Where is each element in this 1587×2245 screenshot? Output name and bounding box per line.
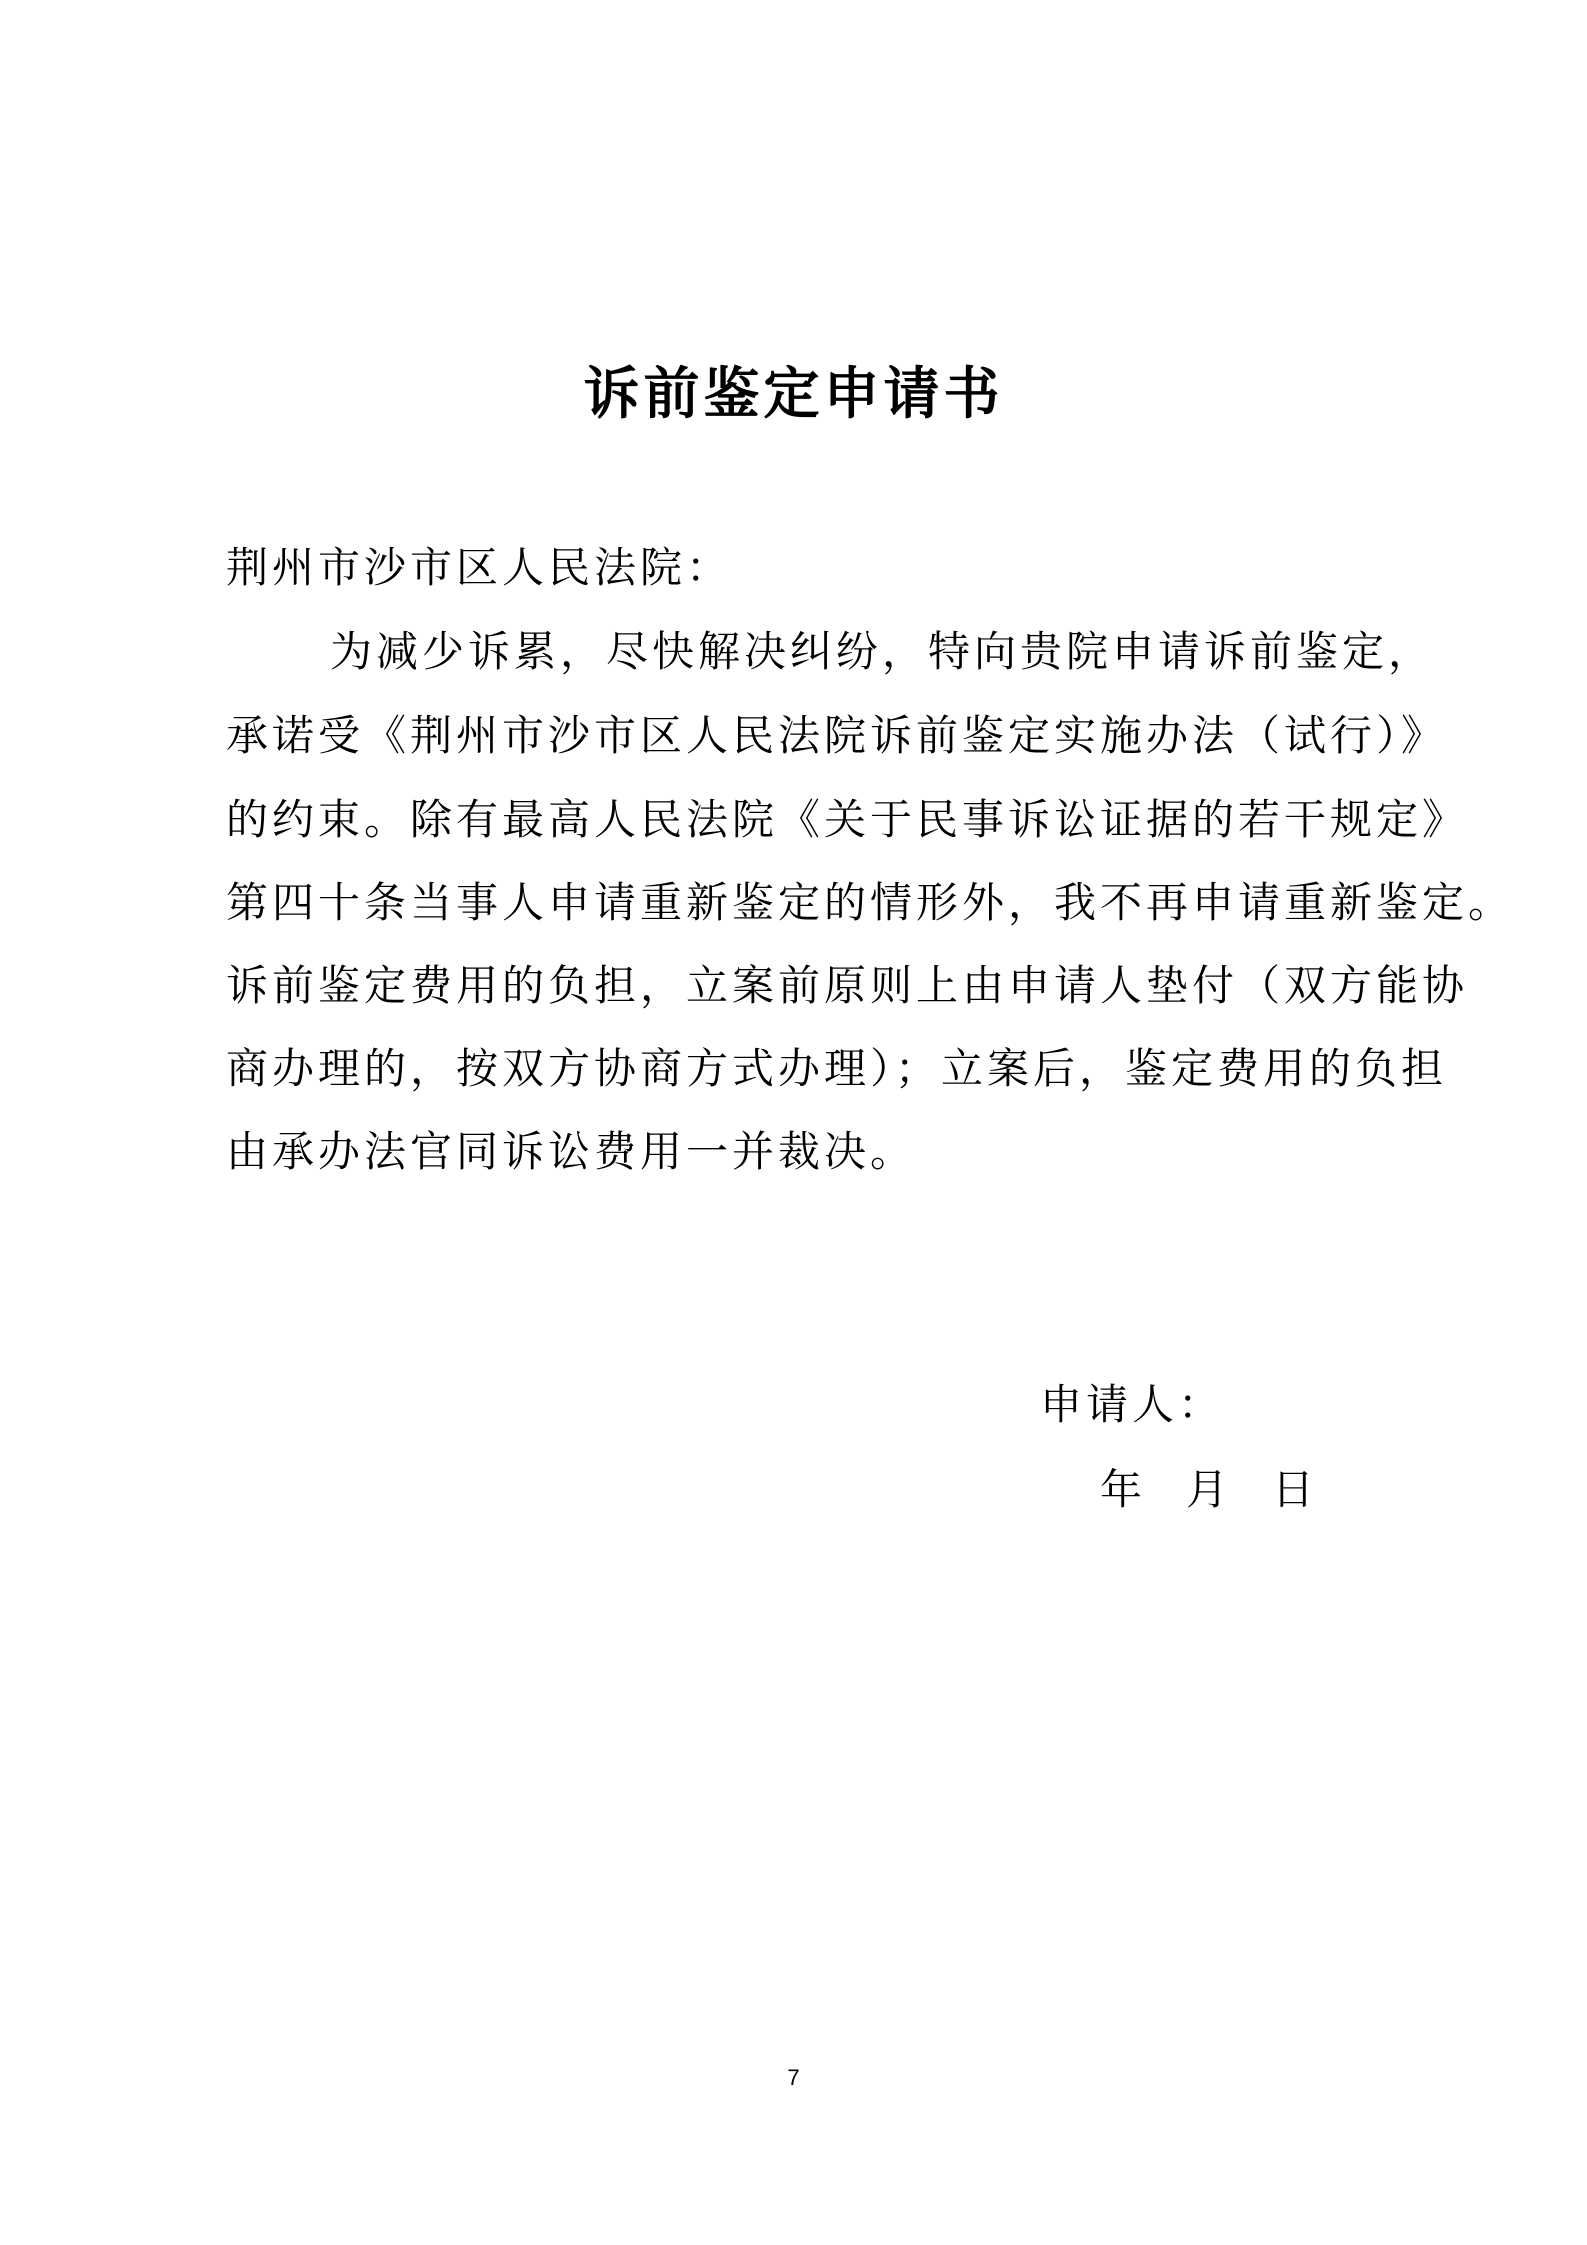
date-year-label: 年 [1100,1465,1143,1514]
body-line-6: 商办理的，按双方协商方式办理）；立案后，鉴定费用的负担 [226,1044,1448,1093]
date-month-label: 月 [1186,1465,1229,1514]
date-day-label: 日 [1272,1465,1315,1514]
date-line [1100,1460,1314,1520]
body-line-1: 为减少诉累，尽快解决纠纷，特向贵院申请诉前鉴定， [330,627,1435,676]
document-title: 诉前鉴定申请书 [583,362,1004,427]
body-line-5: 诉前鉴定费用的负担，立案前原则上由申请人垫付（双方能协 [226,961,1469,1010]
body-line-3: 的约束。除有最高人民法院《关于民事诉讼证据的若干规定》 [226,795,1469,844]
applicant-label: 申请人： [1040,1380,1225,1429]
body-line-7: 由承办法官同诉讼费用一并裁决。 [226,1127,917,1176]
body-line-4: 第四十条当事人申请重新鉴定的情形外，我不再申请重新鉴定。 [226,878,1515,927]
page-number: 7 [787,2065,800,2090]
addressee-line: 荆州市沙市区人民法院： [226,543,733,592]
body-line-2: 承诺受《荆州市沙市区人民法院诉前鉴定实施办法（试行）》 [226,711,1448,760]
